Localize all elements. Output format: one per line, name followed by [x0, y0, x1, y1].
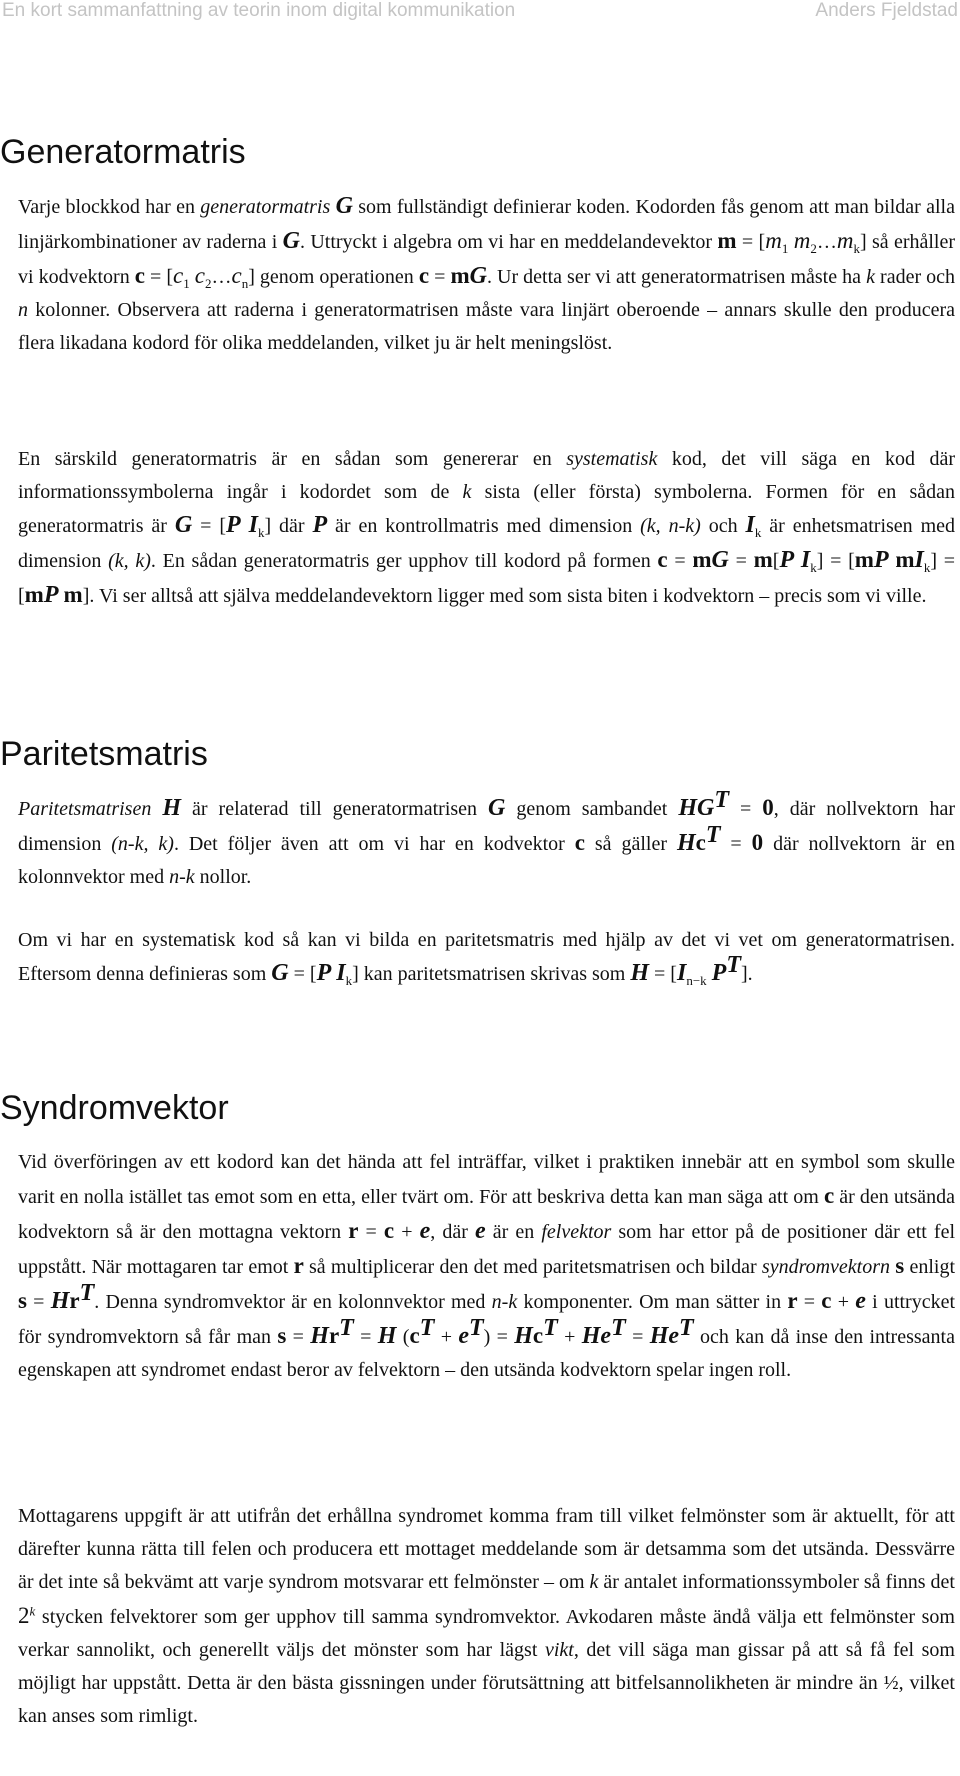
paragraph-text: Varje blockkod har en generatormatris G som fullständigt definierar koden. Kodorden fås genom att man bildar alla linjärkombinationer av raderna i G. Uttryckt i algebra om vi har en meddelandevektor $m = [m_1$ $m_2\dots m_k$] så erhåller vi kodvektorn $c = [c_1$ $c_2\dots c_n$] genom operationen c = mG. Ur detta ser vi att generatormatrisen måste ha k rader och n kolonner. Observera att raderna i generatormatrisen måste vara linjärt oberoende – annars skulle den producera flera likadana kodord för olika meddelanden, vilket ju är helt meningslöst.	[18, 193, 956, 354]
paragraph-text: Paritetsmatrisen H är relaterad till generatormatrisen G genom sambandet $HG^T = 0$, där nollvektorn har dimension (n-k, k). Det följer även att om vi har en kodvektor c så gäller $Hc^T = 0$ där nollvektorn är en kolonnvektor med n-k nollor.	[18, 787, 956, 888]
paragraph-syndrome-1	[18, 1146, 955, 1387]
paragraph-generator-2	[18, 443, 955, 613]
header-title: En kort sammanfattning av teorin inom digital kommunikation	[2, 0, 516, 21]
section-heading-generatormatris: Generatormatris	[0, 133, 246, 171]
paragraph-text: En särskild generatormatris är en sådan som genererar en systematisk kod, det vill säga en kod där informationssymbolerna ingår i kodordet som de k sista (eller första) symbolerna. Formen för en sådan generatormatris är G = [P $I_k$] där P är en kontrollmatris med dimension (k, n-k) och $I_k$ är enhetsmatrisen med dimension (k, k). En sådan generatormatris ger upphov till kodord på formen c = mG = m[P $I_k] = [mP$ $mI_k] = [mP$ m]. Vi ser alltså att själva meddelandevektorn ligger med som sista biten i kodvektorn – precis som vi ville.	[18, 448, 956, 608]
paragraph-parity-2	[18, 924, 955, 991]
paragraph-parity-1	[18, 787, 956, 894]
paragraph-text: Vid överföringen av ett kodord kan det hända att fel inträffar, vilket i praktiken innebär att en symbol som skulle varit en nolla istället tas emot som en etta, eller tvärt om. För att beskriva detta kan man säga att om c är den utsända kodvektorn så är den mottagna vektorn r = c + e, där e är en felvektor som har ettor på de positioner där ett fel uppstått. När mottagaren tar emot r så multiplicerar den det med paritetsmatrisen och bildar syndromvektorn s enligt $s = Hr^T$. Denna syndromvektor är en kolonnvektor med n-k komponenter. Om man sätter in r = c + e i uttrycket för syndromvektorn så får man $s = Hr^T = H$ $(c^T + e^T) = Hc^T + He^T = He^T$ och kan då inse den intressanta egenskapen att syndromet endast beror av felvektorn – den utsända kodvektorn spelar ingen roll.	[18, 1151, 956, 1381]
paragraph-syndrome-2	[18, 1500, 955, 1733]
section-heading-syndromvektor: Syndromvektor	[0, 1089, 229, 1127]
page-header	[0, 0, 960, 24]
paragraph-generator-1	[18, 190, 955, 360]
paragraph-text: Om vi har en systematisk kod så kan vi bilda en paritetsmatris med hjälp av det vi vet om generatormatrisen. Eftersom denna definieras som G = [P $I_k$] kan paritetsmatrisen skrivas som $H = [I_{n-k}$ $P^T$].	[18, 929, 955, 988]
header-author: Anders Fjeldstad	[815, 0, 958, 21]
section-heading-paritetsmatris: Paritetsmatris	[0, 735, 208, 773]
paragraph-text: Mottagarens uppgift är att utifrån det erhållna syndromet komma fram till vilket felmönster som är aktuellt, för att därefter kunna rätta till felen och producera ett mottaget meddelande som är detsamma som det utsända. Dessvärre är det inte så bekvämt att varje syndrom motsvarar ett felmönster – om k är antalet informationssymboler så finns det 2$^k$ stycken felvektorer som ger upphov till samma syndromvektor. Avkodaren måste ändå välja ett felmönster som verkar sannolikt, och generellt väljs det mönster som har lägst vikt, det vill säga man gissar på att så få fel som möjligt har uppstått. Detta är den bästa gissningen under förutsättning att bitfelsannolikheten är mindre än ½, vilket kan anses som rimligt.	[18, 1505, 955, 1727]
